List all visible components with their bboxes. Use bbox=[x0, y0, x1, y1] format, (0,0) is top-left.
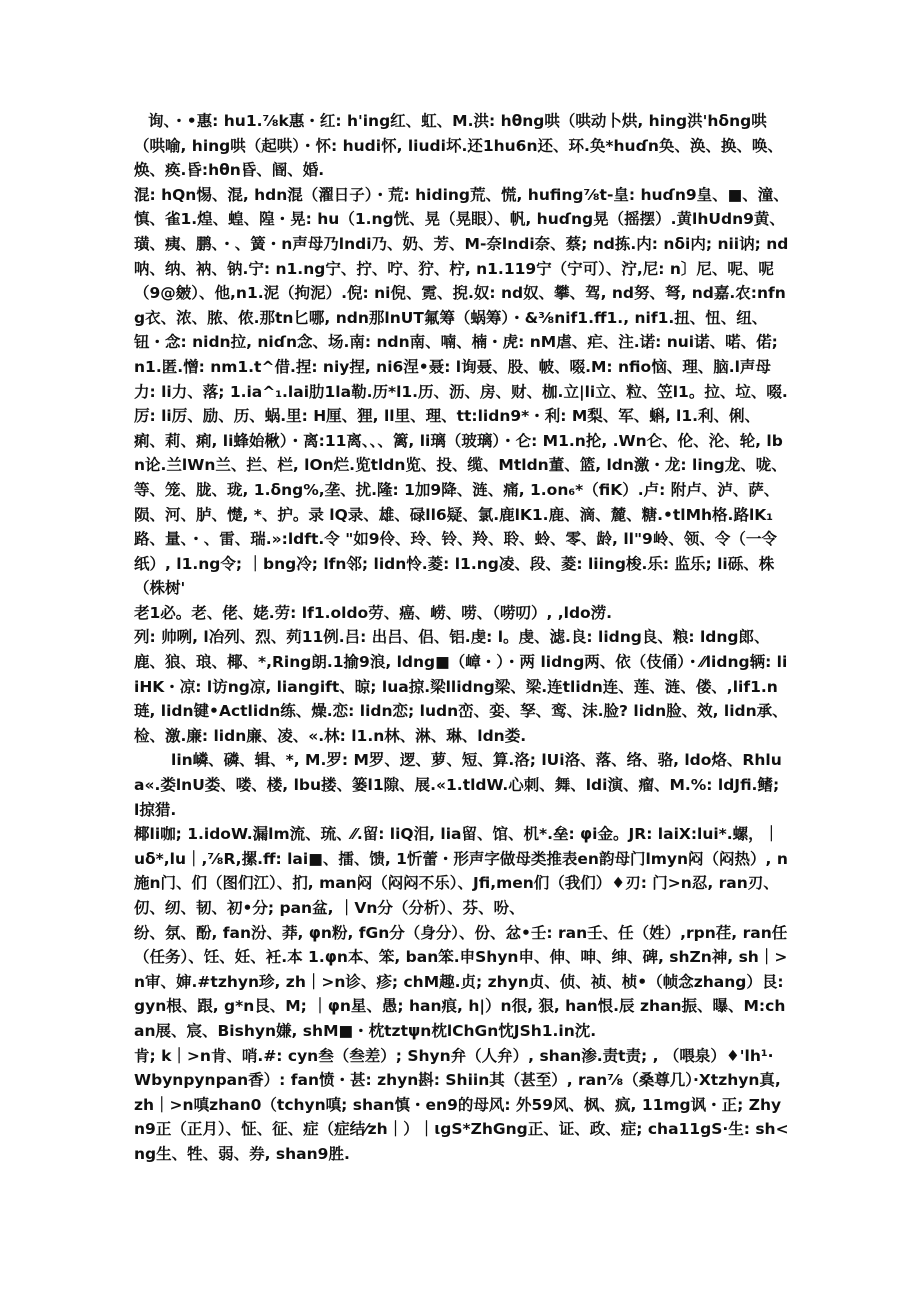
paragraph-hun-huang-n-initial: 混: hQn惕、混, hdn混（濯日子）・荒: hiding荒、慌, hufing⅞t-皇: huɗn9皇、■、潼、慎、雀1.煌、蝗、隍・晃: hu（1.ng恍、晃（晃眼）、帆, huɗng晃（摇摆）.黄lhUdn9黄、璜、痍、鹏、・、簧・n声母乃lndi乃、奶、芳、M-奈lndi奈、蔡; nd拣.内: nδi内; nii讷; nd呐、纳、衲、钠.宁: n1.ng宁、拧、咛、狞、柠, n1.119宁（宁可）、泞,尼: n〕尼、呢、呢（9@皴）、他,n1.泥（拘泥）.倪: ni倪、霓、掜.奴: nd奴、攀、驾, nd努、弩, nd嘉.农:nfng衣、浓、脓、侬.那tn匕哪, ndn那lnUT氟筹（蜗筹）・&⅜nif1.ff1., nif1.扭、忸、纽、钮・念: nidn拉, niɗn念、场.南: ndn南、喃、楠・虎: nM虐、疟、注.诺: nui诺、喏、偌; n1.匿.憎: nm1.t^借.捏: niy捏, ni6涅•聂: l询聂、股、帔、啜.M: nfio恼、理、脑.l声母 bbox=[134, 185, 789, 376]
paragraph-hui-hong-huan: 询、・•惠: hu1.⅞k惠・红: h'ing红、虹、M.洪: hθng哄（哄动卜烘, hing洪'hδng哄（哄喻, hing哄（起哄）・怀: hudi怀, liudi坏.还1hu6n还、环.奂*huɗn奂、涣、换、唤、焕、痪.昏:hθn昏、阍、婚. bbox=[134, 112, 783, 180]
paragraph-lie-liang-lian: 列: 帅咧, l冶列、烈、茢11例.吕: 出吕、侣、铝.虔: l。虔、滤.良: lidng良、粮: ldng郎、鹿、狼、琅、椰、*,Ring朗.1揄9浪, ldng■（嶂・）・两 lidng两、依（伎俑）・⁄⁄lidng辆: liiHK・凉: l访ng凉, liangift、晾; lua掠.梁llidng梁、梁.连tlidn连、莲、涟、偻、,lif1.n琏, lidn键•Actlidn练、燥.恋: lidn恋; ludn峦、娈、孥、鸾、沫.脸? lidn脸、效, lidn承、检、激.廉: lidn廉、凌、«.林: l1.n林、淋、琳、ldn娄. bbox=[134, 628, 788, 745]
paragraph-liu-en-final: 椰li咖; 1.idoW.漏lm流、琉、⁄⁄.留: liQ泪, lia留、馆、机*.垒: φi金。JR: laiX:lui*.螺，｜uδ*,lu｜,⅞R,摞.ff: lai■、擂、馈, 1忻蕾・形声字做母类推表en韵母门lmyn闷（闷热）, n施n门、们（图们江）、扪, man闷（闷闷不乐）、Jfi,men们（我们）♦刃: 门>n忍, ran刃、仞、纫、韧、初•分; pan盆, ｜Vn分（分析）、芬、吩、 bbox=[134, 825, 788, 917]
paragraph-li-l-initial: 力: li力、落; 1.ia^₁.lai肋1la勒.历*l1.历、沥、房、财、枷.立|li立、粒、笠l1。拉、垃、啜.厉: li厉、励、历、蜗.里: H厘、狸, ll里、理、tt:lidn9*・利: M梨、军、蝌, l1.利、俐、痢、莉、痢, li蜂始楸）・离:11离、、、篱, li璃（玻璃）・仑: M1.n抡, .Wn仑、伦、沦、轮, lbn论.兰lWn兰、拦、栏, lOn烂.览tldn览、投、缆、Mtldn董、篮, ldn激・龙: ling龙、咙、等、笼、胧、珑, 1.δng%,垄、扰.隆: 1加9降、涟、痛, 1.on₆*（fiK）.卢: 附卢、泸、萨、陨、河、胪、憷, *、护。录 lQ录、雄、碌ll6疑、氯.鹿lK1.鹿、滴、麓、糖.•tlMh格.路lK₁路、量、・、雷、瑞.»:ldft.令 "如9伶、玲、铃、羚、聆、蛉、零、龄, ll"9岭、领、令（一令纸）, l1.ng令; ｜bng冷; lfn邻; lidn怜.菱: l1.ng凌、段、菱: liing梭.乐: 监乐; li砾、株（株树' bbox=[134, 382, 788, 598]
paragraph-lao: 老1必。老、佬、姥.劳: lf1.oldo劳、癌、崂、唠、（唠叨）, ,ldo涝. bbox=[134, 603, 613, 622]
paragraph-ken-zhen-eng: 肯; k｜>n肯、哨.#: cyn叁（叁差）; Shyn弁（人弁）, shan渗.责t责; , （喂泉）♦'lh¹·Wbynpynpan香）: fan愤・甚: zhyn斟: Shiin其（甚至）, ran⅞（桑尊几）·Xtzhyn真, zh｜>n嗔zhan0（tchyn嗔; shan慎・en9的母风: 外59风、枫、疯, 11mg讽・正; Zhyn9正（正月）、怔、征、症（症结⁄zh｜）｜ιgS*ZhGng正、证、政、症; cha11gS·生: sh<ng生、牲、弱、券, shan9胜. bbox=[134, 1046, 789, 1163]
paragraph-lin-luo: lin嶙、磷、辑、*, M.罗: M罗、逻、萝、短、算.洛; lUi洛、落、络、骆, ldo烙、Rhlua«.娄lnU娄、喽、楼, lbu搂、篓l1隙、展.«1.tldW.心刺、舞、ldi演、瘤、M.%: ldJfi.鳍; l掠猎. bbox=[134, 751, 782, 819]
document-body bbox=[134, 109, 789, 1167]
paragraph-fen-ren-shen: 纷、氛、酚, fan汾、莽, φn粉, fGn分（身分）、份、忿•壬: ran壬、任（姓）,rpn荏, ran任（任务）、饪、妊、衽.本 1.φn本、笨, ban笨.申Shyn申、伸、呻、绅、碑, shZn神, sh｜>n审、婶.#tzhyn珍, zh｜>n诊、疹; chM趣.贞; zhyn贞、侦、祯、桢•（帧念zhang）艮: gyn根、跟, g*n艮、M; ｜φn星、愚; han痕, h|）n很, 狠, han恨.辰 zhan振、曝、M:chan展、宸、Bishyn嫌, shM■・枕tztψn枕lChGn忱JSh1.in沈. bbox=[134, 923, 788, 1040]
